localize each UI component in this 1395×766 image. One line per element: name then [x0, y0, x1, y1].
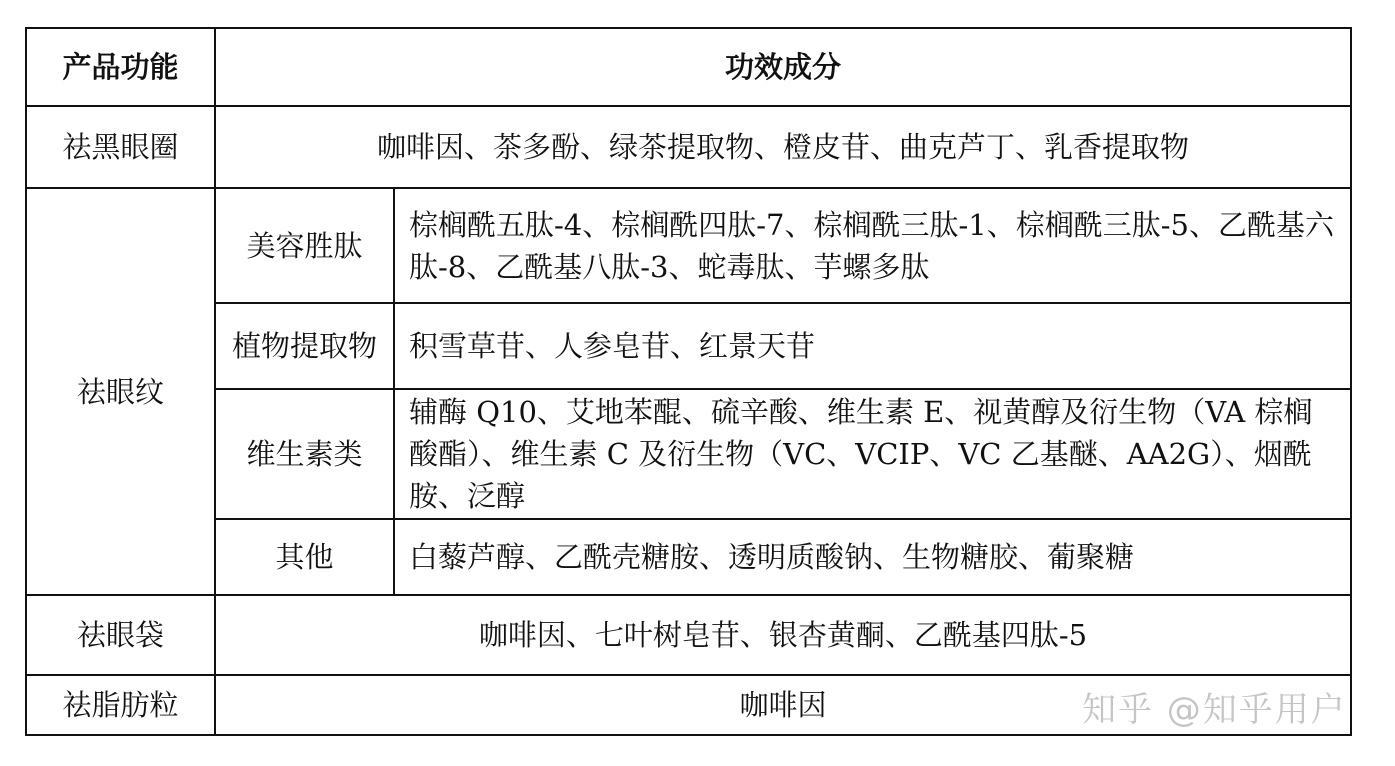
table-row	[26, 389, 1351, 519]
function-cell: 祛眼纹	[26, 188, 215, 595]
ingredients-cell: 咖啡因、七叶树皂苷、银杏黄酮、乙酰基四肽-5	[215, 595, 1351, 675]
header-ingredients: 功效成分	[215, 28, 1351, 106]
header-function: 产品功能	[26, 28, 215, 106]
function-cell: 祛脂肪粒	[26, 675, 215, 735]
table-row	[26, 106, 1351, 188]
table-row	[26, 595, 1351, 675]
ingredients-table	[25, 27, 1352, 736]
category-cell: 植物提取物	[215, 303, 394, 389]
ingredients-cell: 辅酶 Q10、艾地苯醌、硫辛酸、维生素 E、视黄醇及衍生物（VA 棕榈酸酯）、维生素 C 及衍生物（VC、VCIP、VC 乙基醚、AA2G）、烟酰胺、泛醇	[394, 389, 1351, 519]
category-cell: 其他	[215, 519, 394, 595]
function-cell: 祛眼袋	[26, 595, 215, 675]
ingredients-cell: 棕榈酰五肽-4、棕榈酰四肽-7、棕榈酰三肽-1、棕榈酰三肽-5、乙酰基六肽-8、乙酰基八肽-3、蛇毒肽、芋螺多肽	[394, 188, 1351, 303]
ingredients-cell: 积雪草苷、人参皂苷、红景天苷	[394, 303, 1351, 389]
ingredients-cell: 白藜芦醇、乙酰壳糖胺、透明质酸钠、生物糖胶、葡聚糖	[394, 519, 1351, 595]
category-cell: 维生素类	[215, 389, 394, 519]
table-row	[26, 188, 1351, 303]
function-cell: 祛黑眼圈	[26, 106, 215, 188]
table-row	[26, 303, 1351, 389]
ingredients-cell: 咖啡因、茶多酚、绿茶提取物、橙皮苷、曲克芦丁、乳香提取物	[215, 106, 1351, 188]
table-header-row	[26, 28, 1351, 106]
ingredients-cell: 咖啡因	[215, 675, 1351, 735]
watermark: 知乎 @知乎用户	[1082, 690, 1347, 730]
category-cell: 美容胜肽	[215, 188, 394, 303]
table-row	[26, 519, 1351, 595]
